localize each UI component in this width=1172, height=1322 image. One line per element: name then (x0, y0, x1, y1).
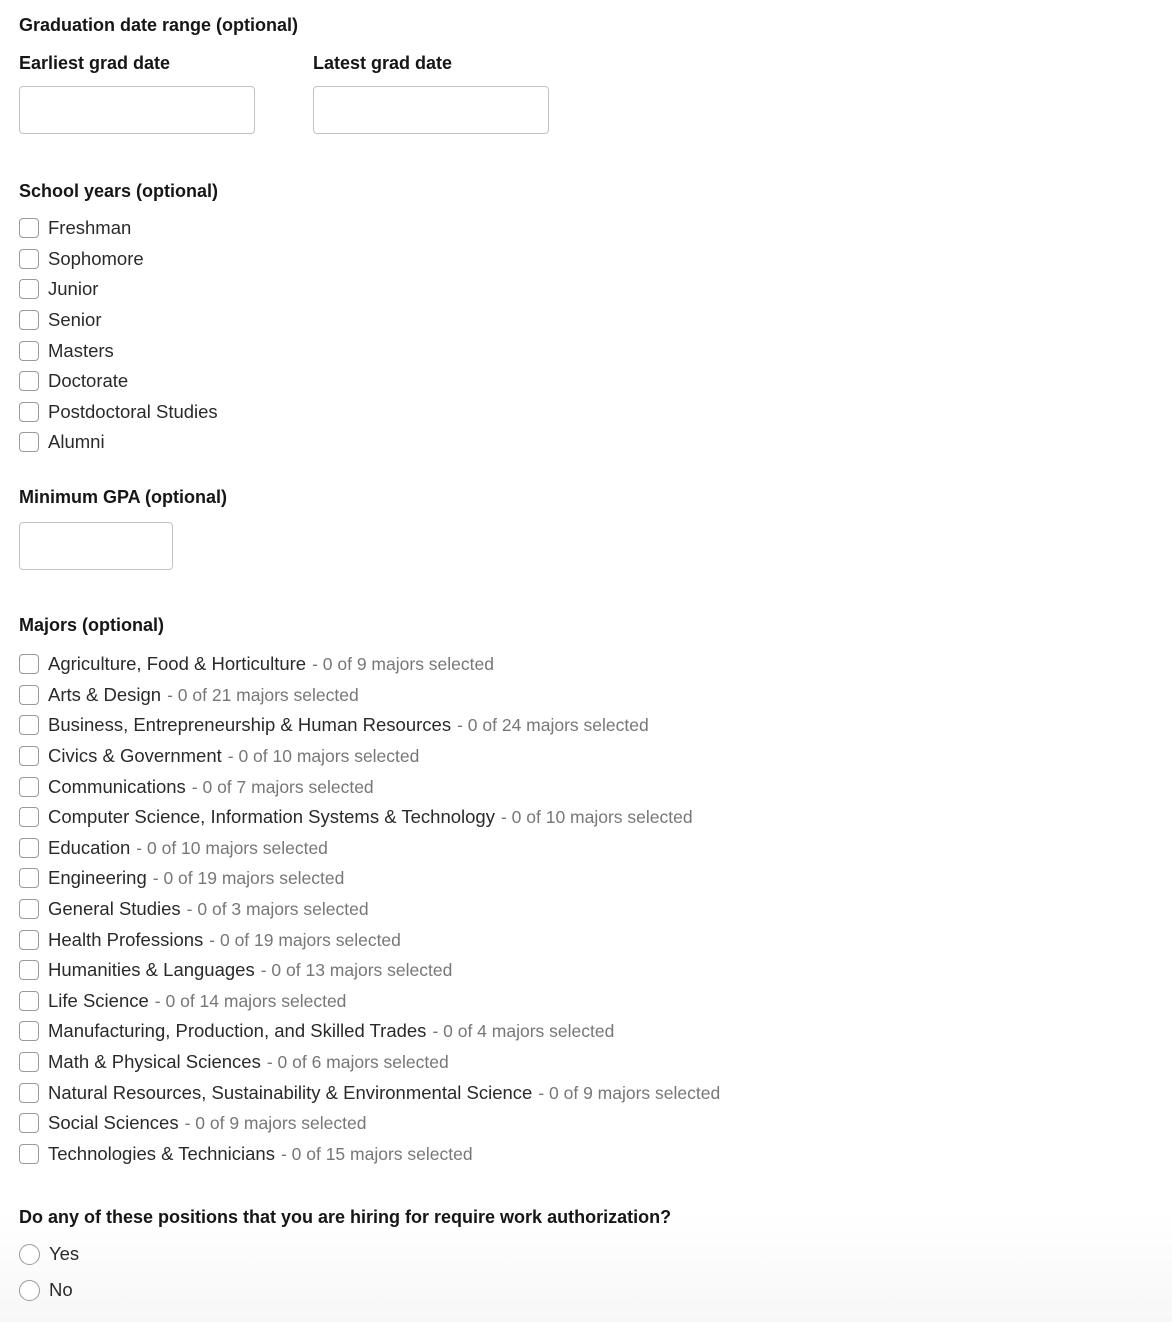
major-label: Natural Resources, Sustainability & Environmental Science (48, 1081, 533, 1103)
work-authorization-options (19, 1236, 79, 1308)
major-count: - 0 of 9 majors selected (312, 654, 494, 675)
major-count: - 0 of 9 majors selected (538, 1082, 721, 1103)
major-count: - 0 of 10 majors selected (136, 837, 328, 858)
school-year-option-freshman[interactable] (19, 213, 218, 244)
checkbox[interactable] (19, 807, 39, 827)
major-count: - 0 of 13 majors selected (260, 960, 453, 981)
major-option-social-sciences[interactable] (19, 1108, 720, 1139)
major-option-civics[interactable] (19, 741, 720, 772)
major-count: - 0 of 15 majors selected (280, 1143, 473, 1164)
major-count: - 0 of 7 majors selected (191, 776, 374, 797)
major-option-education[interactable] (19, 833, 720, 864)
school-years-heading: School years (optional) (19, 181, 219, 201)
checkbox[interactable] (19, 249, 39, 269)
checkbox[interactable] (19, 279, 39, 299)
option-label: Masters (48, 339, 114, 361)
major-option-health-professions[interactable] (19, 924, 720, 955)
radio-button[interactable] (19, 1280, 40, 1301)
option-label: Sophomore (48, 247, 144, 269)
major-label: Math & Physical Sciences (48, 1051, 261, 1073)
checkbox[interactable] (19, 1113, 39, 1133)
major-label: Humanities & Languages (48, 959, 255, 981)
major-label: Communications (48, 775, 186, 797)
checkbox[interactable] (19, 991, 39, 1011)
major-label: Engineering (48, 867, 147, 889)
major-option-math-physical[interactable] (19, 1047, 720, 1078)
major-label: Education (48, 836, 131, 858)
option-label: Freshman (48, 217, 132, 239)
work-authorization-question: Do any of these positions that you are hiring for require work authorization? (19, 1207, 672, 1227)
major-option-manufacturing[interactable] (19, 1016, 720, 1047)
major-option-arts-design[interactable] (19, 680, 720, 711)
major-label: General Studies (48, 898, 181, 920)
major-count: - 0 of 3 majors selected (186, 899, 369, 920)
radio-button[interactable] (19, 1244, 40, 1265)
major-option-natural-resources[interactable] (19, 1077, 720, 1108)
school-year-option-senior[interactable] (19, 305, 218, 336)
major-count: - 0 of 14 majors selected (154, 990, 347, 1011)
checkbox[interactable] (19, 402, 39, 422)
major-label: Business, Entrepreneurship & Human Resources (48, 714, 452, 736)
major-label: Life Science (48, 989, 149, 1011)
checkbox[interactable] (19, 685, 39, 705)
checkbox[interactable] (19, 1144, 39, 1164)
major-option-technologies[interactable] (19, 1139, 720, 1170)
latest-grad-date-input[interactable] (313, 86, 549, 134)
school-year-option-postdoctoral[interactable] (19, 397, 218, 428)
checkbox[interactable] (19, 371, 39, 391)
checkbox[interactable] (19, 1083, 39, 1103)
school-year-option-masters[interactable] (19, 335, 218, 366)
major-label: Agriculture, Food & Horticulture (48, 653, 307, 675)
major-label: Social Sciences (48, 1112, 179, 1134)
option-label: Junior (48, 278, 99, 300)
option-label: Postdoctoral Studies (48, 400, 218, 422)
checkbox[interactable] (19, 341, 39, 361)
checkbox[interactable] (19, 715, 39, 735)
earliest-grad-date-label: Earliest grad date (19, 53, 171, 73)
major-option-business[interactable] (19, 710, 720, 741)
option-label: Yes (49, 1243, 80, 1264)
major-label: Civics & Government (48, 745, 222, 767)
school-year-option-alumni[interactable] (19, 427, 218, 458)
major-count: - 0 of 4 majors selected (432, 1021, 615, 1042)
minimum-gpa-heading: Minimum GPA (optional) (19, 487, 227, 507)
option-label: Alumni (48, 431, 105, 453)
major-option-engineering[interactable] (19, 863, 720, 894)
major-count: - 0 of 24 majors selected (457, 715, 649, 736)
earliest-grad-date-input[interactable] (19, 86, 255, 134)
option-label: Senior (48, 309, 102, 331)
major-count: - 0 of 6 majors selected (266, 1052, 449, 1073)
checkbox[interactable] (19, 930, 39, 950)
checkbox[interactable] (19, 899, 39, 919)
checkbox[interactable] (19, 746, 39, 766)
work-authorization-yes[interactable] (19, 1236, 79, 1272)
checkbox[interactable] (19, 1021, 39, 1041)
major-count: - 0 of 19 majors selected (152, 868, 345, 889)
graduation-date-range-heading: Graduation date range (optional) (19, 15, 299, 35)
major-count: - 0 of 9 majors selected (184, 1113, 367, 1134)
major-count: - 0 of 19 majors selected (209, 929, 401, 950)
work-authorization-no[interactable] (19, 1272, 79, 1308)
checkbox[interactable] (19, 868, 39, 888)
school-year-option-junior[interactable] (19, 274, 218, 305)
checkbox[interactable] (19, 960, 39, 980)
major-count: - 0 of 10 majors selected (500, 807, 693, 828)
checkbox[interactable] (19, 1052, 39, 1072)
latest-grad-date-label: Latest grad date (313, 53, 453, 73)
majors-list (19, 649, 720, 1169)
checkbox[interactable] (19, 218, 39, 238)
major-option-computer-science[interactable] (19, 802, 720, 833)
checkbox[interactable] (19, 777, 39, 797)
major-option-general-studies[interactable] (19, 894, 720, 925)
checkbox[interactable] (19, 654, 39, 674)
minimum-gpa-input[interactable] (19, 522, 173, 570)
checkbox[interactable] (19, 838, 39, 858)
major-count: - 0 of 10 majors selected (227, 746, 420, 767)
major-label: Health Professions (48, 928, 204, 950)
major-option-agriculture[interactable] (19, 649, 720, 680)
major-option-life-science[interactable] (19, 986, 720, 1017)
major-label: Computer Science, Information Systems & Technology (48, 806, 495, 828)
major-label: Technologies & Technicians (48, 1142, 275, 1164)
major-option-communications[interactable] (19, 771, 720, 802)
school-years-list (19, 213, 218, 458)
majors-heading: Majors (optional) (19, 615, 164, 635)
checkbox[interactable] (19, 432, 39, 452)
option-label: No (49, 1279, 73, 1300)
major-count: - 0 of 21 majors selected (167, 684, 359, 705)
major-option-humanities[interactable] (19, 955, 720, 986)
school-year-option-sophomore[interactable] (19, 244, 218, 275)
major-label: Arts & Design (48, 683, 162, 705)
school-year-option-doctorate[interactable] (19, 366, 218, 397)
option-label: Doctorate (48, 370, 129, 392)
checkbox[interactable] (19, 310, 39, 330)
major-label: Manufacturing, Production, and Skilled Trades (48, 1020, 427, 1042)
